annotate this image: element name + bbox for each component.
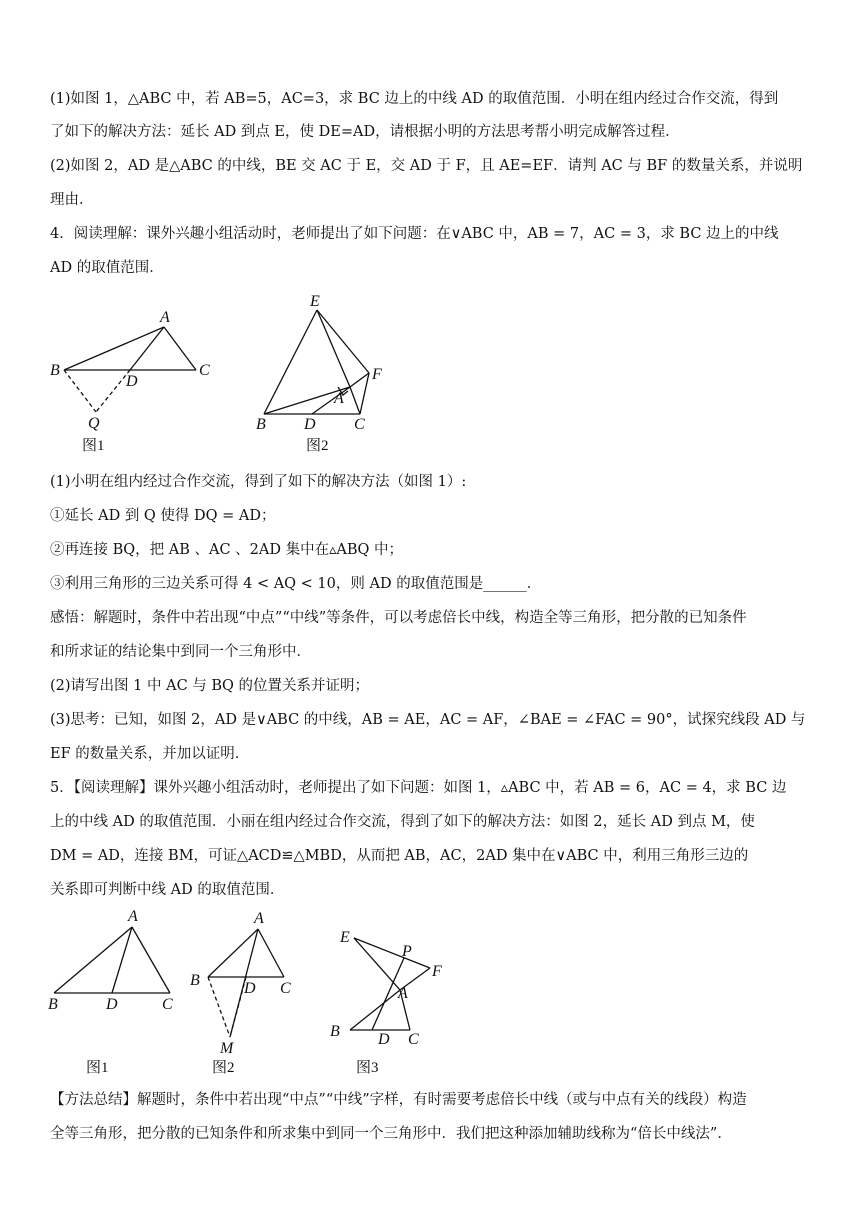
q5-summary-line2: 全等三角形，把分散的已知条件和所求集中到同一个三角形中．我们把这种添加辅助线称为“倍长中线法”．	[50, 1126, 732, 1142]
label-B: B	[256, 416, 266, 433]
q3-part2-line1: (2)如图 2，AD 是△ABC 的中线，BE 交 AC 于 E，交 AD 于 F，且 AE=EF．请判 AC 与 BF 的数量关系，并说明	[50, 158, 803, 174]
q4-stem-line1: 4．阅读理解：课外兴趣小组活动时，老师提出了如下问题：在∨ABC 中，AB = 7，AC = 3，求 BC 边上的中线	[50, 226, 779, 242]
label-D: D	[304, 416, 316, 433]
q5-figure-1	[42, 905, 192, 1085]
q5-stem-line4: 关系即可判断中线 AD 的取值范围．	[50, 882, 285, 898]
label-B: B	[330, 1023, 340, 1040]
q4-part3-line2: EF 的数量关系，并加以证明．	[50, 746, 250, 762]
label-C: C	[280, 980, 291, 997]
label-C: C	[354, 416, 365, 433]
q4-step3: ③利用三角形的三边关系可得 4 < AQ < 10，则 AD 的取值范围是______．	[50, 576, 542, 592]
q5-figure-3	[322, 918, 452, 1083]
q3-part1-line1: (1)如图 1，△ABC 中，若 AB=5，AC=3，求 BC 边上的中线 AD 的取值范围．小明在组内经过合作交流，得到	[50, 91, 779, 107]
figure-caption: 图3	[356, 1060, 379, 1076]
q5-stem-line3: DM = AD，连接 BM，可证△ACD≌△MBD，从而把 AB，AC，2AD 集中在∨ABC 中，利用三角形三边的	[50, 848, 749, 864]
label-D: D	[126, 373, 138, 390]
q5-figure-2	[186, 905, 306, 1085]
q4-step2: ②再连接 BQ，把 AB 、AC 、2AD 集中在▵ABQ 中；	[50, 542, 404, 558]
q4-insight-line2: 和所求证的结论集中到同一个三角形中．	[50, 644, 311, 660]
label-A: A	[160, 309, 170, 326]
label-A: A	[254, 910, 264, 927]
label-C: C	[199, 362, 210, 379]
q3-part1-line2: 了如下的解决方法：延长 AD 到点 E，使 DE=AD，请根据小明的方法思考帮小明完成解答过程．	[50, 124, 680, 140]
q4-step1: ①延长 AD 到 Q 使得 DQ = AD；	[50, 508, 276, 524]
q4-part1-intro: (1)小明在组内经过合作交流，得到了如下的解决方法（如图 1）:	[50, 474, 467, 490]
label-P: P	[402, 943, 412, 960]
label-D: D	[378, 1031, 390, 1048]
q4-figure-2	[252, 290, 402, 460]
q4-insight-line1: 感悟：解题时，条件中若出现“中点”“中线”等条件，可以考虑倍长中线，构造全等三角形，把分散的已知条件	[50, 610, 747, 626]
q4-part3-line1: (3)思考：已知，如图 2，AD 是∨ABC 的中线，AB = AE，AC = AF，∠BAE = ∠FAC = 90°，试探究线段 AD 与	[50, 712, 806, 728]
q4-part2: (2)请写出图 1 中 AC 与 BQ 的位置关系并证明；	[50, 678, 370, 694]
label-F: F	[432, 963, 442, 980]
q5-stem-line2: 上的中线 AD 的取值范围．小丽在组内经过合作交流，得到了如下的解决方法：如图 2，延长 AD 到点 M，使	[50, 814, 755, 830]
q4-stem-line2: AD 的取值范围．	[50, 260, 164, 276]
label-C: C	[408, 1031, 419, 1048]
label-D: D	[106, 996, 118, 1013]
label-C: C	[162, 996, 173, 1013]
label-E: E	[340, 929, 350, 946]
figure-caption: 图2	[212, 1060, 235, 1076]
figure-caption: 图2	[306, 438, 329, 454]
label-E: E	[310, 293, 320, 310]
label-D: D	[244, 980, 256, 997]
q5-stem-line1: 5．【阅读理解】课外兴趣小组活动时，老师提出了如下问题：如图 1，▵ABC 中，若 AB = 6，AC = 4，求 BC 边	[50, 780, 787, 796]
label-Q: Q	[88, 415, 100, 432]
figure-caption: 图1	[86, 1060, 109, 1076]
q3-part2-line2: 理由．	[50, 192, 94, 208]
label-A: A	[128, 908, 138, 925]
label-B: B	[50, 362, 60, 379]
figure-caption: 图1	[82, 438, 105, 454]
label-M: M	[220, 1040, 234, 1057]
label-A: A	[334, 390, 344, 407]
label-B: B	[48, 996, 58, 1013]
label-B: B	[190, 972, 200, 989]
q5-summary-line1: 【方法总结】解题时，条件中若出现“中点”“中线”字样，有时需要考虑倍长中线（或与中点有关的线段）构造	[50, 1092, 747, 1108]
label-A: A	[398, 985, 408, 1002]
q4-figure-1	[48, 300, 228, 460]
label-F: F	[372, 366, 382, 383]
